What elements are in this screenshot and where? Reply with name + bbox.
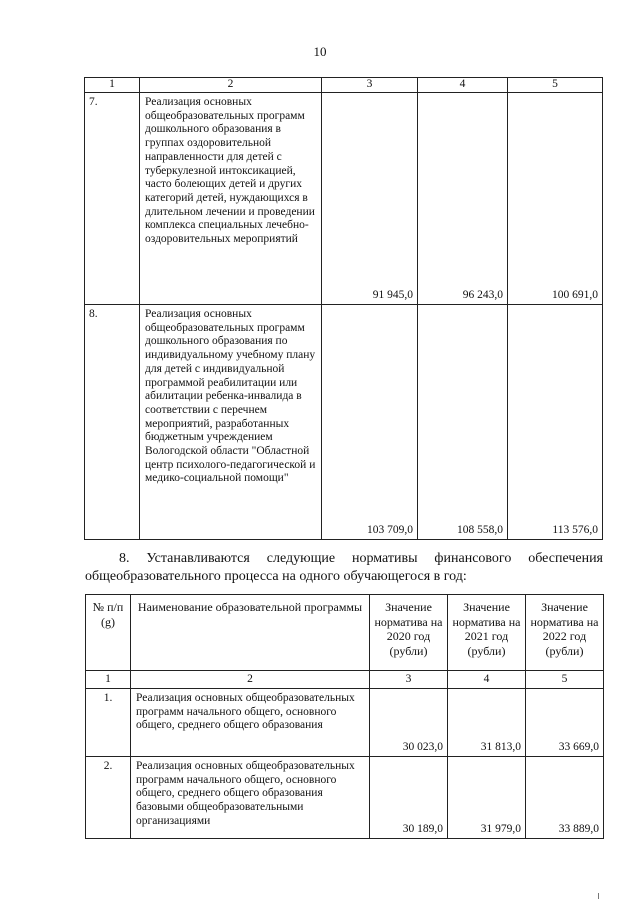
- col-number-2: 2: [140, 78, 322, 93]
- value-2022: 113 576,0: [508, 305, 603, 540]
- program-name: Реализация основных общеобразовательных программ дошкольного образования в группах оздоровительной направленности для детей с туберкулезной интоксикацией, часто болеющих детей и других категорий детей, нуждающихся в длительном лечении и проведении комплекса специальных лечебно-оздоровительных мероприятий: [140, 93, 322, 305]
- column-number-row: [85, 78, 603, 93]
- header-2022: Значение норматива на 2022 год (рубли): [526, 595, 604, 671]
- program-name: Реализация основных общеобразовательных программ начального общего, основного общего, среднего общего образования базовыми общеобразовательными организациями: [131, 757, 370, 839]
- page-number: 10: [313, 44, 327, 59]
- value-2020: 91 945,0: [322, 93, 418, 305]
- program-name: Реализация основных общеобразовательных программ начального общего, основного общего, среднего общего образования: [131, 689, 370, 757]
- col-number-4: 4: [448, 671, 526, 689]
- header-program-name: Наименование образовательной программы: [131, 595, 370, 671]
- value-2021: 31 813,0: [448, 689, 526, 757]
- row-number: 8.: [85, 305, 140, 540]
- table-row: [85, 93, 603, 305]
- header-num: № п/п (g): [86, 595, 131, 671]
- value-2021: 31 979,0: [448, 757, 526, 839]
- value-2022: 33 889,0: [526, 757, 604, 839]
- scan-mark: [598, 893, 599, 899]
- col-number-5: 5: [508, 78, 603, 93]
- value-2022: 100 691,0: [508, 93, 603, 305]
- col-number-3: 3: [322, 78, 418, 93]
- row-number: 7.: [85, 93, 140, 305]
- col-number-1: 1: [86, 671, 131, 689]
- value-2021: 108 558,0: [418, 305, 508, 540]
- col-number-3: 3: [370, 671, 448, 689]
- program-name: Реализация основных общеобразовательных программ дошкольного образования по индивидуальному учебному плану для детей с индивидуальной программой реабилитации или абилитации ребенка-инвалида в соответствии с перечнем мероприятий, разработанных бюджетным учреждением Вологодской области "Областной центр психолого-педагогической и медико-социальной помощи": [140, 305, 322, 540]
- paragraph-line-2: общеобразовательного процесса на одного обучающегося в год:: [85, 569, 467, 584]
- col-number-1: 1: [85, 78, 140, 93]
- header-2021: Значение норматива на 2021 год (рубли): [448, 595, 526, 671]
- row-number: 2.: [86, 757, 131, 839]
- col-number-5: 5: [526, 671, 604, 689]
- table-row: [86, 689, 604, 757]
- table-row: [86, 757, 604, 839]
- table-row: [85, 305, 603, 540]
- value-2021: 96 243,0: [418, 93, 508, 305]
- norms-table-continued: [84, 77, 603, 540]
- column-number-row: [86, 671, 604, 689]
- row-number: 1.: [86, 689, 131, 757]
- value-2020: 30 023,0: [370, 689, 448, 757]
- header-row: [86, 595, 604, 671]
- header-2020: Значение норматива на 2020 год (рубли): [370, 595, 448, 671]
- general-education-norms-table: [85, 594, 604, 839]
- value-2022: 33 669,0: [526, 689, 604, 757]
- value-2020: 103 709,0: [322, 305, 418, 540]
- col-number-2: 2: [131, 671, 370, 689]
- col-number-4: 4: [418, 78, 508, 93]
- value-2020: 30 189,0: [370, 757, 448, 839]
- norms-paragraph: [85, 550, 603, 586]
- paragraph-line-1: 8. Устанавливаются следующие нормативы финансового обеспечения: [119, 551, 603, 566]
